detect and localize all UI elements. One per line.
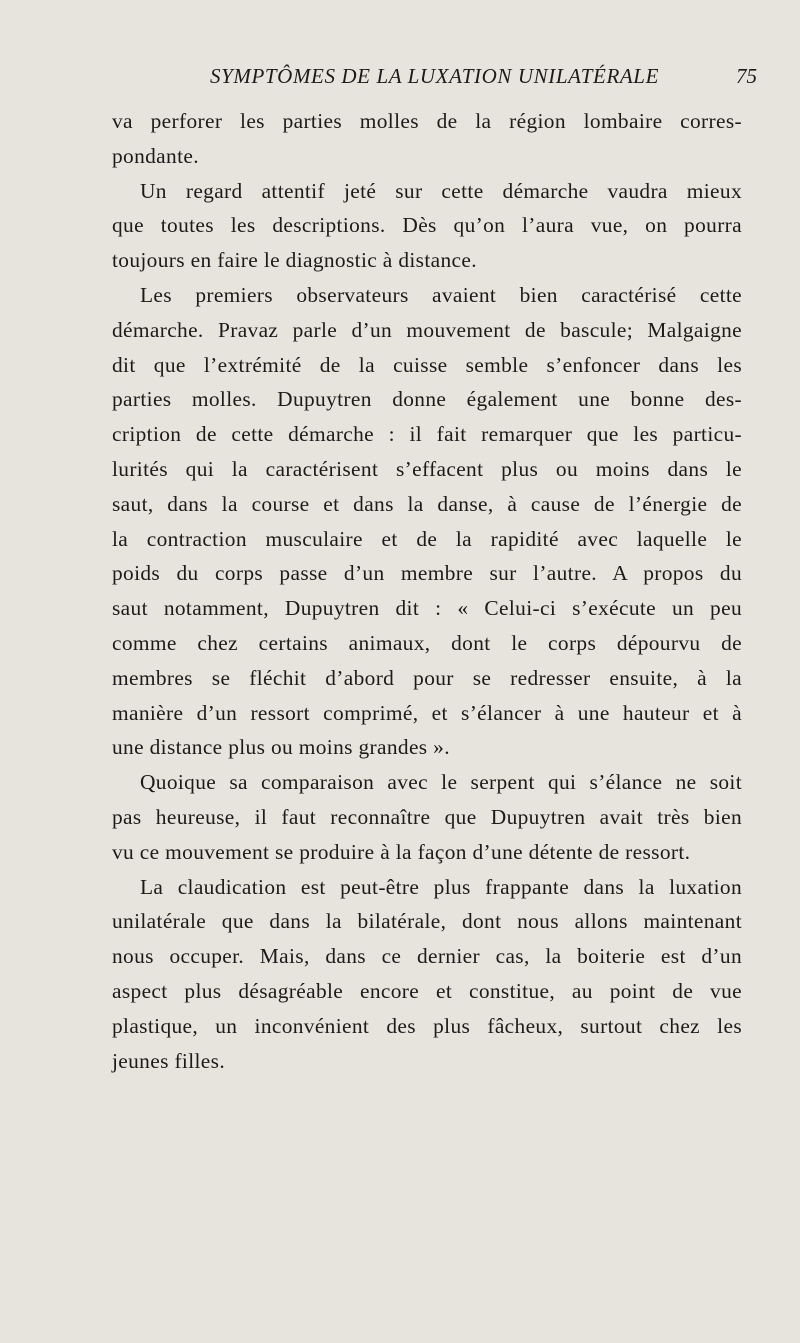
text-line: manière d’un ressort comprimé, et s’élancer à une hauteur et à (112, 700, 742, 725)
text-line: parties molles. Dupuytren donne également une bonne des- (112, 387, 742, 412)
text-line: plastique, un inconvénient des plus fâcheux, surtout chez les (112, 1013, 742, 1038)
text-line: membres se fléchit d’abord pour se redresser ensuite, à la (112, 665, 742, 690)
page-number: 75 (736, 64, 757, 88)
text-line: dit que l’extrémité de la cuisse semble s’enfoncer dans les (112, 352, 742, 377)
text-line: jeunes filles. (112, 1048, 226, 1073)
text-line: que toutes les descriptions. Dès qu’on l’aura vue, on pourra (112, 213, 742, 238)
text-line: Un regard attentif jeté sur cette démarche vaudra mieux (140, 178, 742, 203)
text-line: La claudication est peut-être plus frappante dans la luxation (140, 874, 742, 899)
text-line: poids du corps passe d’un membre sur l’autre. A propos du (112, 561, 742, 586)
text-line: la contraction musculaire et de la rapidité avec laquelle le (112, 526, 742, 551)
text-line: cription de cette démarche : il fait remarquer que les particu- (112, 422, 742, 447)
text-line: nous occuper. Mais, dans ce dernier cas, la boiterie est d’un (112, 944, 742, 969)
body-text (112, 104, 742, 1078)
text-line: comme chez certains animaux, dont le corps dépourvu de (112, 630, 742, 655)
text-line: unilatérale que dans la bilatérale, dont nous allons maintenant (112, 909, 742, 934)
text-line: lurités qui la caractérisent s’effacent plus ou moins dans le (112, 456, 742, 481)
text-line: aspect plus désagréable encore et constitue, au point de vue (112, 978, 742, 1003)
running-head (0, 64, 800, 94)
text-line: toujours en faire le diagnostic à distance. (112, 248, 477, 273)
text-line: saut, dans la course et dans la danse, à cause de l’énergie de (112, 491, 742, 516)
text-line: pondante. (112, 143, 199, 168)
text-line: pas heureuse, il faut reconnaître que Dupuytren avait très bien (112, 804, 742, 829)
text-line: Quoique sa comparaison avec le serpent qui s’élance ne soit (140, 770, 742, 795)
text-line: saut notamment, Dupuytren dit : « Celui-ci s’exécute un peu (112, 596, 742, 621)
running-head-title: SYMPTÔMES DE LA LUXATION UNILATÉRALE (210, 64, 660, 88)
text-line: démarche. Pravaz parle d’un mouvement de bascule; Malgaigne (112, 317, 742, 342)
text-line: Les premiers observateurs avaient bien caractérisé cette (140, 282, 742, 307)
text-line: vu ce mouvement se produire à la façon d’une détente de ressort. (112, 839, 691, 864)
text-line: va perforer les parties molles de la région lombaire corres- (112, 109, 742, 133)
text-line: une distance plus ou moins grandes ». (112, 735, 450, 760)
